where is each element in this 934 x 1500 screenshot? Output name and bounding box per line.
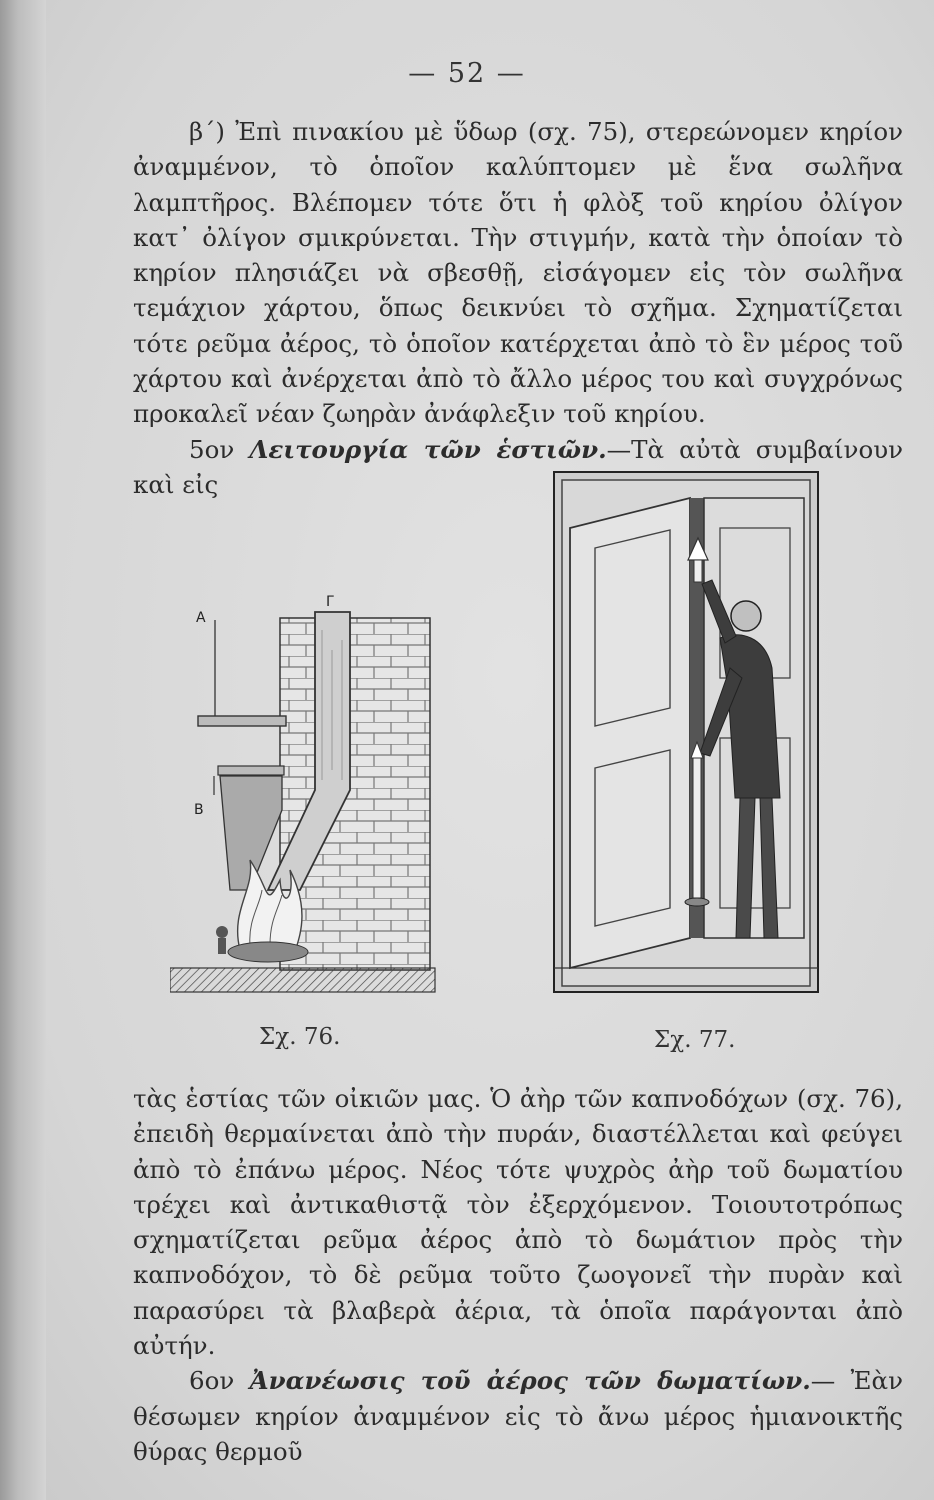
fireplace-illustration xyxy=(170,590,440,1010)
figure-76 xyxy=(170,590,440,1010)
label-b: B xyxy=(194,802,204,818)
section-5-text: —Τὰ αὐτὰ συμβαίνουν καὶ εἰς xyxy=(133,434,903,499)
section-5-heading: Λειτουργία τῶν ἑστιῶν. xyxy=(249,434,607,464)
floor-hatching xyxy=(170,968,435,992)
page-number: — 52 — xyxy=(408,58,526,89)
paragraph-1: β΄) Ἐπὶ πινακίου μὲ ὕδωρ (σχ. 75), στερεώνομεν κηρίον ἀναμμένον, τὸ ὁποῖον καλύπτομεν μὲ ἕνα σωλῆνα λαμπτῆρος. Βλέπομεν τότε ὅτι ἡ φλὸξ τοῦ κηρίου ὀλίγον κατ᾽ ὀλίγον σμικρύνεται. Τὴν στιγμήν, κατὰ τὴν ὁποίαν τὸ κηρίον πλησιάζει νὰ σβεσθῇ, εἰσάγομεν εἰς τὸν σωλῆνα τεμάχιον χάρτου, ὅπως δεικνύει τὸ σχῆμα. Σχηματίζεται τότε ρεῦμα ἀέρος, τὸ ὁποῖον κατέρχεται ἀπὸ τὸ ἓν μέρος τοῦ χάρτου καὶ ἀνέρχεται ἀπὸ τὸ ἄλλο μέρος του καὶ συγχρόνως προκαλεῖ νέαν ζωηρὰν ἀνάφλεξιν τοῦ κηρίου. xyxy=(133,117,903,429)
person-head xyxy=(731,601,761,631)
top-text-block xyxy=(133,114,903,502)
section-6-text: — Ἐὰν θέσωμεν κηρίον ἀναμμένον εἰς τὸ ἄνω μέρος ἡμιανοικτῆς θύρας θερμοῦ xyxy=(133,1366,903,1466)
section-5-number: 5ον xyxy=(189,434,235,464)
bottom-text-block xyxy=(133,1081,903,1469)
andiron xyxy=(216,926,228,938)
figure-77-caption: Σχ. 77. xyxy=(654,1027,736,1053)
candle-stick-bottom xyxy=(693,758,701,898)
figure-77 xyxy=(550,468,822,998)
section-6-heading: Ἀνανέωσις τοῦ ἀέρος τῶν δωματίων. xyxy=(249,1366,811,1396)
mantel-shelf xyxy=(198,716,286,726)
fire-logs xyxy=(228,942,308,962)
figure-76-caption: Σχ. 76. xyxy=(259,1024,341,1050)
door-leaf-left xyxy=(570,498,690,968)
door-illustration xyxy=(550,468,822,998)
label-a: A xyxy=(196,610,206,626)
page-spine-shadow xyxy=(0,0,46,1500)
paragraph-2: τὰς ἑστίας τῶν οἰκιῶν μας. Ὁ ἀὴρ τῶν καπνοδόχων (σχ. 76), ἐπειδὴ θερμαίνεται ἀπὸ τὴν πυράν, διαστέλλεται καὶ φεύγει ἀπὸ τὸ ἐπάνω μέρος. Νέος τότε ψυχρὸς ἀὴρ τοῦ δωματίου τρέχει καὶ ἀντικαθιστᾷ τὸν ἐξερχόμενον. Τοιουτοτρόπως σχηματίζεται ρεῦμα ἀέρος ἀπὸ τὸ δωμάτιον πρὸς τὴν καπνοδόχον, τὸ δὲ ρεῦμα τοῦτο ζωογονεῖ τὴν πυρὰν καὶ παρασύρει τὰ βλαβερὰ ἀέρια, τὰ ὁποῖα παράγονται ἀπὸ αὐτήν. xyxy=(133,1084,903,1361)
section-6-number: 6ον xyxy=(189,1366,235,1396)
section-6-line xyxy=(133,1363,903,1469)
label-g: Γ xyxy=(326,594,334,610)
